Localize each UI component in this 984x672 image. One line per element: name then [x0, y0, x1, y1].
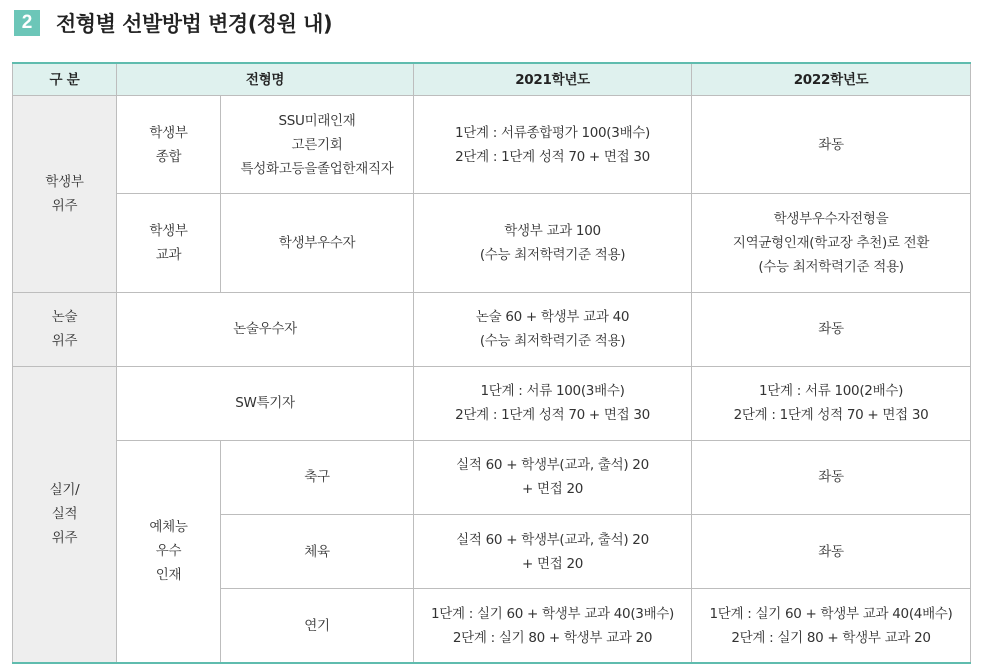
group-label-line: 위주 [51, 197, 78, 214]
method-line: 2단계 : 1단계 성적 70 + 면접 30 [455, 148, 650, 165]
table-row [13, 366, 971, 440]
method-line: 2단계 : 1단계 성적 70 + 면접 30 [455, 407, 650, 424]
section-number-badge: 2 [14, 10, 40, 36]
method-line: 학생부우수자전형을 [773, 210, 889, 227]
method-line: (수능 최저학력기준 적용) [479, 333, 626, 350]
admission-name-cell: 논술우수자 [117, 292, 414, 366]
admission-name: 고른기회 [291, 136, 343, 153]
admission-name: 특성화고등을졸업한재직자 [240, 160, 394, 177]
type-label-line: 학생부 [149, 124, 188, 141]
type-cell [117, 96, 221, 194]
method-line: 지역균형인재(학교장 추천)로 전환 [732, 234, 930, 251]
admission-names-cell [221, 194, 414, 292]
y2021-cell [414, 292, 692, 366]
table-row [13, 194, 971, 292]
y2022-cell [692, 96, 971, 194]
type-label-line: 학생부 [149, 222, 188, 239]
section-heading [14, 8, 332, 38]
admission-name: SSU미래인재 [278, 112, 356, 129]
method-line: 1단계 : 실기 60 + 학생부 교과 40(4배수) [709, 605, 953, 622]
y2022-cell [692, 194, 971, 292]
method-line: 2단계 : 1단계 성적 70 + 면접 30 [733, 407, 929, 424]
method-line: 학생부 교과 100 [504, 222, 601, 239]
table-row [13, 96, 971, 194]
y2022-cell [692, 440, 971, 514]
type-label-line: 종합 [155, 148, 182, 165]
group-label-line: 학생부 [45, 173, 84, 190]
group-label-line: 실적 [51, 506, 78, 523]
type-label-line: 교과 [155, 246, 182, 263]
table-header-row [13, 63, 971, 96]
method-line: 1단계 : 서류 100(3배수) [480, 383, 625, 400]
method-line: 실적 60 + 학생부(교과, 출석) 20 [456, 457, 649, 474]
method-line: 좌동 [818, 543, 844, 560]
method-line: (수능 최저학력기준 적용) [758, 258, 904, 275]
type-label-line: 우수 [155, 543, 182, 560]
method-line: 2단계 : 실기 80 + 학생부 교과 20 [452, 629, 653, 646]
method-line: 1단계 : 서류 100(2배수) [758, 383, 904, 400]
admission-name-cell: SW특기자 [117, 366, 414, 440]
method-line: 좌동 [818, 136, 844, 153]
admission-name-cell: 축구 [221, 440, 414, 514]
admission-name: 학생부우수자 [278, 234, 356, 251]
method-line: 좌동 [818, 321, 844, 338]
method-line: 실적 60 + 학생부(교과, 출석) 20 [456, 531, 649, 548]
y2022-cell [692, 366, 971, 440]
method-line: (수능 최저학력기준 적용) [479, 246, 626, 263]
y2021-cell [414, 515, 692, 589]
table-row [13, 292, 971, 366]
method-line: 1단계 : 실기 60 + 학생부 교과 40(3배수) [431, 605, 675, 622]
y2022-cell [692, 292, 971, 366]
admission-changes-table [12, 62, 971, 664]
header-category: 구 분 [13, 63, 117, 96]
admission-names-cell [221, 96, 414, 194]
y2021-cell [414, 96, 692, 194]
group-label-line: 위주 [51, 530, 78, 547]
y2022-cell [692, 589, 971, 663]
group-practical-cell [13, 366, 117, 663]
y2021-cell [414, 589, 692, 663]
y2022-cell [692, 515, 971, 589]
header-2022: 2022학년도 [692, 63, 971, 96]
type-cell [117, 194, 221, 292]
type-label-line: 예체능 [149, 519, 188, 536]
group-label-line: 실기/ [49, 482, 80, 499]
section-title: 전형별 선발방법 변경(정원 내) [56, 12, 333, 36]
method-line: 논술 60 + 학생부 교과 40 [475, 309, 630, 326]
method-line: 2단계 : 실기 80 + 학생부 교과 20 [731, 629, 931, 646]
group-label-line: 논술 [51, 309, 78, 326]
admission-name-cell: 체육 [221, 515, 414, 589]
method-line: 좌동 [818, 469, 844, 486]
method-line: 1단계 : 서류종합평가 100(3배수) [455, 124, 651, 141]
table-row [13, 440, 971, 514]
method-line: + 면접 20 [521, 555, 584, 572]
method-line: + 면접 20 [521, 481, 584, 498]
y2021-cell [414, 366, 692, 440]
group-record-cell [13, 96, 117, 292]
header-2021: 2021학년도 [414, 63, 692, 96]
admission-name-cell: 연기 [221, 589, 414, 663]
header-admission-type: 전형명 [117, 63, 414, 96]
y2021-cell [414, 194, 692, 292]
type-label-line: 인재 [155, 567, 182, 584]
y2021-cell [414, 440, 692, 514]
group-label-line: 위주 [51, 333, 78, 350]
type-cell [117, 440, 221, 663]
group-essay-cell [13, 292, 117, 366]
